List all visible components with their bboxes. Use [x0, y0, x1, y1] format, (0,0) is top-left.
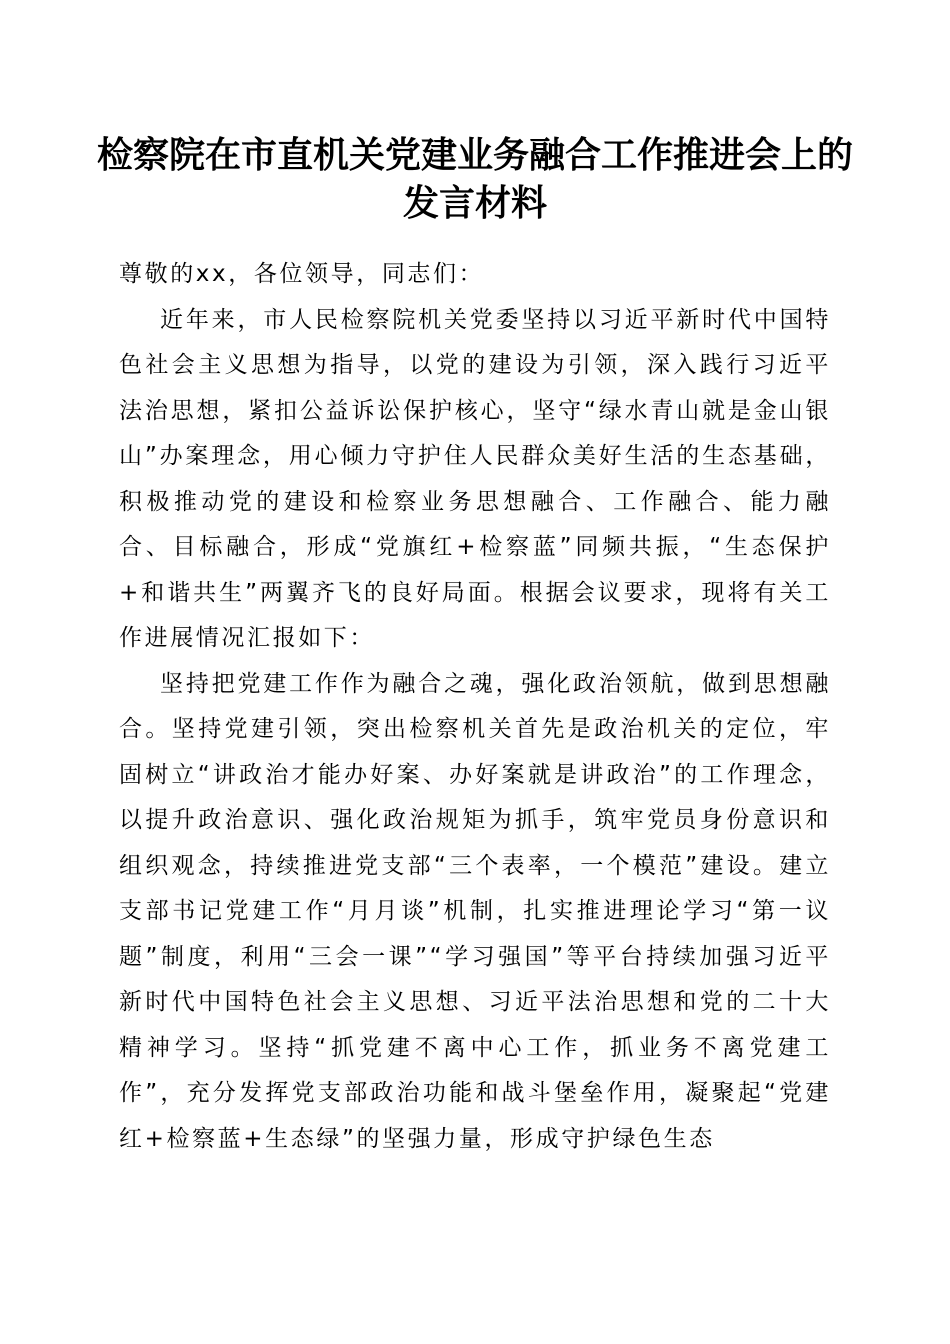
paragraph-2: 坚持把党建工作作为融合之魂，强化政治领航，做到思想融合。坚持党建引领，突出检察机关首先是政治机关的定位，牢固树立“讲政治才能办好案、办好案就是讲政治”的工作理念，以提升政治意识、强化政治规矩为抓手，筑牢党员身份意识和组织观念，持续推进党支部“三个表率，一个模范”建设。建立支部书记党建工作“月月谈”机制，扎实推进理论学习“第一议题”制度，利用“三会一课”“学习强国”等平台持续加强习近平新时代中国特色社会主义思想、习近平法治思想和党的二十大精神学习。坚持“抓党建不离中心工作，抓业务不离党建工作”，充分发挥党支部政治功能和战斗堡垒作用，凝聚起“党建红+检察蓝+生态绿”的坚强力量，形成守护绿色生态 — [119, 670, 831, 1152]
salutation: 尊敬的xx，各位领导，同志们： — [119, 261, 485, 287]
document-title: 检察院在市直机关党建业务融合工作推进会上的发言材料 — [96, 134, 853, 224]
paragraph-1: 近年来，市人民检察院机关党委坚持以习近平新时代中国特色社会主义思想为指导，以党的建设为引领，深入践行习近平法治思想，紧扣公益诉讼保护核心，坚守“绿水青山就是金山银山”办案理念，用心倾力守护住人民群众美好生活的生态基础，积极推动党的建设和检察业务思想融合、工作融合、能力融合、目标融合，形成“党旗红+检察蓝”同频共振，“生态保护+和谐共生”两翼齐飞的良好局面。根据会议要求，现将有关工作进展情况汇报如下： — [119, 306, 831, 651]
document-body — [119, 252, 831, 1162]
